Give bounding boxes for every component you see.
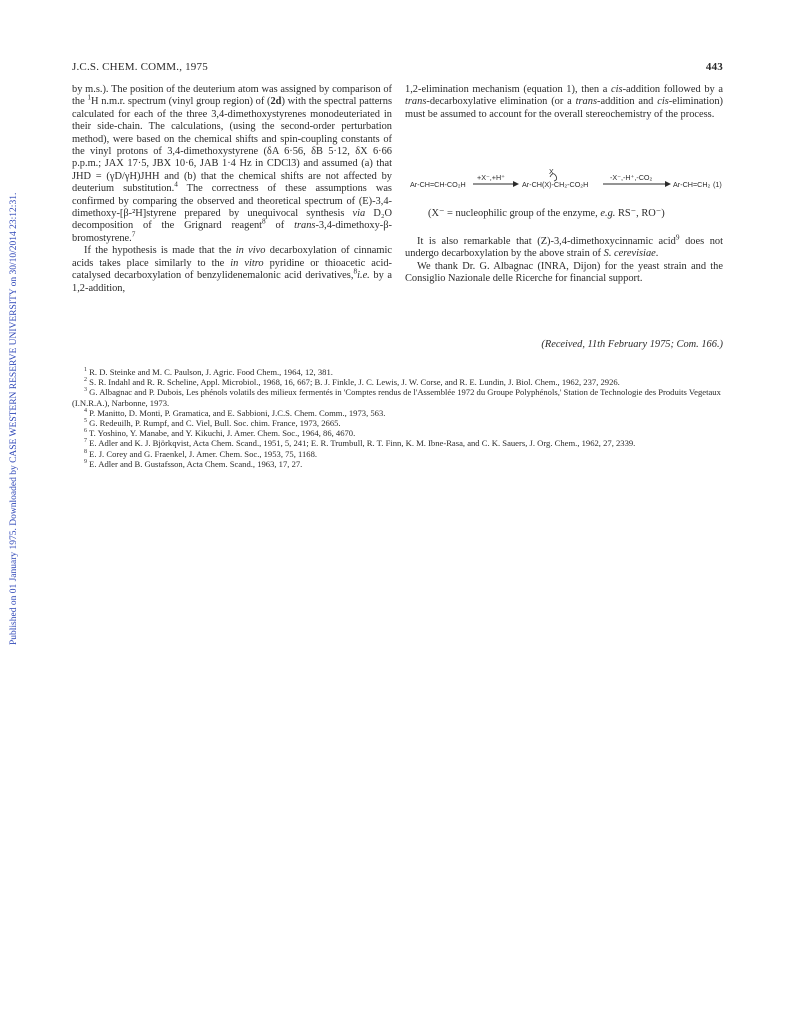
reference-number: 6 [84, 428, 88, 435]
reference-number: 4 [84, 407, 88, 414]
citation-4: 4 [174, 180, 178, 189]
text-run: . [655, 248, 659, 260]
text-run: RS⁻, RO⁻) [615, 208, 665, 219]
page-number: 443 [705, 61, 723, 73]
reaction-scheme [405, 166, 730, 206]
citation-7: 7 [131, 230, 136, 239]
text-run: -addition followed by a [622, 84, 723, 95]
text-run: by m.s.). The position of the deuterium atom was assigned by comparison of the [72, 84, 392, 108]
italic-cis: cis [657, 96, 669, 108]
reference-item [72, 459, 727, 469]
left-paragraph-2 [72, 245, 392, 295]
right-paragraph-2 [405, 233, 723, 261]
text-run: If the hypothesis is made that the [84, 245, 236, 257]
text-run: ) with the spectral patterns calculated for each of the three 3,4-dimethoxystyrenes monodeuteriated in their side-chain. The calculations, (using the second-order perturbation method), were based on the chemical shifts and spin-coupling constants of the vinyl protons of 3,4-dimethoxystyrene (δA 6·56, δB 5·12, δX 6·66 p.p.m.; JAX 17·5, JBX 10·6, JAB 1·4 Hz in CDCl3) and assumed (a) that JHD = (γD/γH)JHH and (b) that the chemical shifts are not affected by deuterium substitution. [72, 96, 392, 195]
italic-eg: e.g. [600, 208, 616, 219]
reference-number: 9 [84, 458, 88, 465]
text-run: (X⁻ = nucleophilic group of the enzyme, [428, 208, 601, 219]
superscript: 1 [87, 93, 92, 102]
text-run: 1,2-elimination mechanism (equation 1), then a [405, 84, 612, 95]
text-run: D₂O decomposition of the Grignard reagent [72, 208, 392, 232]
scheme-arrow2-label: -X⁻,-H⁺,-CO₂ [610, 173, 653, 182]
text-run: It is also remarkable that (Z)-3,4-dimethoxycinnamic acid [417, 236, 676, 247]
reference-text: E. Adler and B. Gustafsson, Acta Chem. Scand., 1963, 17, 27. [87, 458, 303, 469]
italic-trans: trans [575, 96, 597, 108]
scheme-product: Ar-CH=CH₂ [673, 180, 711, 189]
italic-in-vitro: in vitro [230, 257, 264, 269]
italic-ie: i.e. [357, 270, 370, 282]
reference-number: 1 [84, 367, 88, 374]
reference-text: G. Albagnac and P. Dubois, Les phénols volatils des milieux fermentés in 'Comptes rendus de l'Assemblée 1972 du Groupe Polyphénols,' Station de Technologie des Produits Vegetaux (I.N.R.A.), Narbonne, 1973. [72, 387, 721, 408]
compound-label: 2d [270, 96, 282, 108]
reference-text: P. Manitto, D. Monti, P. Gramatica, and E. Sabbioni, J.C.S. Chem. Comm., 1973, 563. [87, 407, 386, 418]
reference-number: 8 [84, 448, 88, 455]
left-column [72, 84, 392, 295]
text-run: by a 1,2-addition, [72, 270, 392, 294]
left-paragraph-1 [72, 84, 392, 245]
citation-8b: 8 [353, 267, 358, 276]
reference-number: 2 [84, 377, 88, 384]
reference-number: 5 [84, 418, 88, 425]
reference-text: E. Adler and K. J. Björkqvist, Acta Chem. Scand., 1951, 5, 241; E. R. Trumbull, R. T. Finn, K. M. Ibne-Rasa, and C. K. Sauers, J. Org. Chem., 1962, 27, 2339. [87, 438, 636, 449]
text-run: does not undergo decarboxylation by the above strain of [405, 236, 723, 260]
italic-trans: trans [405, 96, 427, 108]
scheme-reactant: Ar-CH=CH-CO₂H [410, 180, 466, 189]
references-list [72, 367, 727, 469]
citation-8: 8 [262, 218, 266, 226]
journal-title: J.C.S. CHEM. COMM., 1975 [72, 61, 208, 73]
reference-item [72, 408, 727, 418]
equation-number: (1) [713, 180, 722, 189]
right-column-lower [405, 233, 723, 286]
citation-9: 9 [675, 233, 680, 242]
reference-text: T. Yoshino, Y. Manabe, and Y. Kikuchi, J. Amer. Chem. Soc., 1964, 86, 4670. [87, 428, 356, 439]
watermark-text: Published on 01 January 1975. Downloaded by CASE WESTERN RESERVE UNIVERSITY on 30/10/2014 23:12:31. [9, 192, 19, 645]
right-column [405, 84, 723, 121]
reference-item [72, 418, 727, 428]
scheme-arrow1-label: +X⁻,+H⁺ [477, 173, 505, 182]
scheme-caption [428, 207, 665, 219]
italic-cis: cis [611, 84, 623, 95]
reference-text: G. Redeuilh, P. Rumpf, and C. Viel, Bull. Soc. chim. France, 1973, 2665. [87, 418, 341, 429]
reference-text: S. R. Indahl and R. R. Scheline, Appl. Microbiol., 1968, 16, 667; B. J. Finkle, J. C. Lewis, J. W. Corse, and R. E. Lundin, J. Biol. Chem., 1962, 237, 2926. [87, 377, 620, 388]
italic-trans: trans [294, 220, 316, 232]
reference-number: 7 [84, 438, 88, 445]
reference-text: E. J. Corey and G. Fraenkel, J. Amer. Chem. Soc., 1953, 75, 1168. [87, 448, 318, 459]
reference-text: R. D. Steinke and M. C. Paulson, J. Agric. Food Chem., 1964, 12, 381. [87, 367, 333, 377]
acknowledgement: We thank Dr. G. Albagnac (INRA, Dijon) for the yeast strain and the Consiglio Nazionale delle Ricerche for financial support. [405, 260, 723, 285]
text-run: of [265, 220, 295, 232]
italic-species: S. cerevisiae [603, 248, 656, 260]
reference-item [72, 428, 727, 438]
text-run: decarboxylation of cinnamic acids takes place similarly to the [72, 245, 392, 269]
text-run: -elimination) must be assumed to account for the overall stereochemistry of the process. [405, 96, 723, 120]
reference-item [72, 377, 727, 387]
text-run: -addition and [597, 96, 658, 108]
received-date: (Received, 11th February 1975; Com. 166.) [541, 339, 723, 350]
right-paragraph-1 [405, 84, 723, 121]
reference-item [72, 367, 727, 377]
reference-item [72, 449, 727, 459]
text-run: The correctness of these assumptions was confirmed by comparing the observed and theoretical spectrum of (E)-3,4-dimethoxy-[β-²H]styrene prepared by unequivocal synthesis [72, 183, 392, 220]
svg-text:X: X [549, 169, 554, 176]
text-run: pyridine or thioacetic acid-catalysed decarboxylation of benzylidenemalonic acid derivatives, [72, 257, 392, 282]
italic-in-vivo: in vivo [235, 245, 266, 257]
reference-number: 3 [84, 387, 88, 394]
text-run: -decarboxylative elimination (or a [426, 96, 576, 108]
reference-item [72, 387, 727, 407]
italic-via: via [352, 208, 366, 220]
text-run: H n.m.r. spectrum (vinyl group region) of ( [91, 96, 271, 108]
download-watermark [9, 192, 21, 650]
reference-item [72, 438, 727, 448]
text-run: -3,4-dimethoxy-β-bromostyrene. [72, 220, 392, 244]
scheme-intermediate: Ar-CH(X)-CH₂-CO₂H [522, 180, 589, 189]
